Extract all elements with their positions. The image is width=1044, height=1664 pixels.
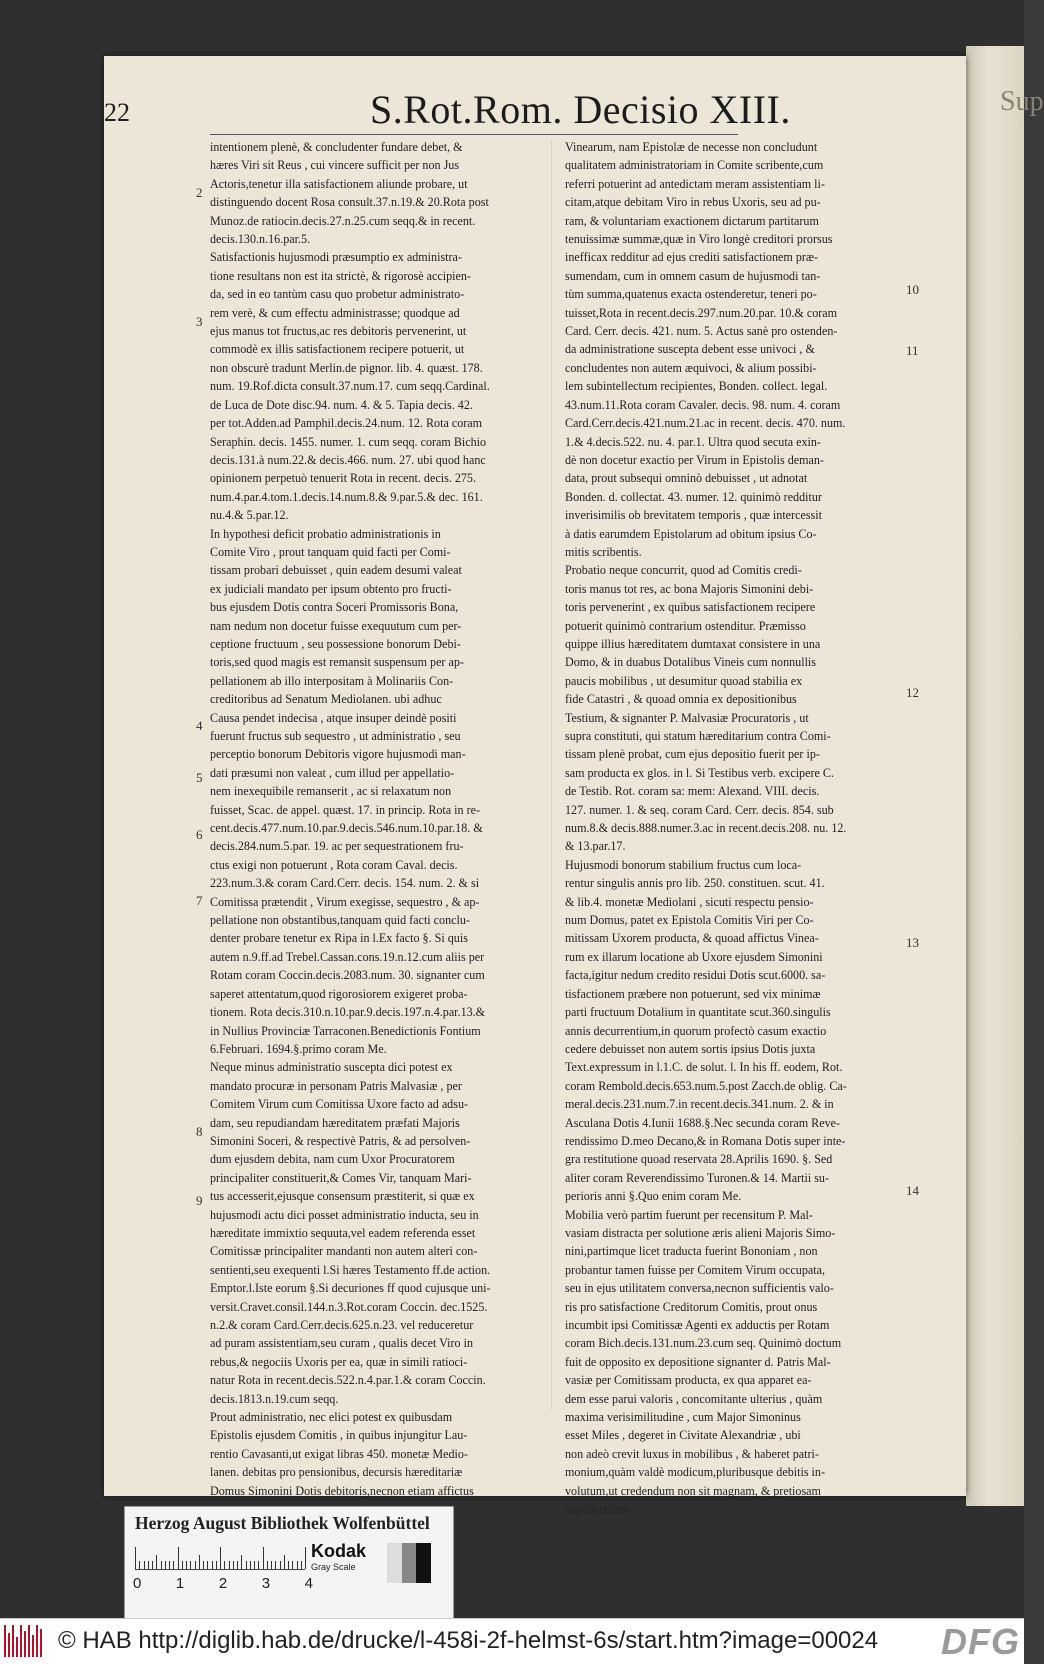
ruler-tick	[156, 1555, 157, 1569]
dfg-logo: DFG	[941, 1621, 1020, 1662]
left-column-text: intentionem plenè, & concludenter fundare debet, & hæres Viri sit Reus , cui vincere sufficit per non Jus Actoris,tenetur illa satisfactionem aliunde probare, ut distinguendo docent Rosa consult.37.n.19.& 20.Rota post Munoz.de ratiocin.decis.27.n.25.cum seqq.& in recent. decis.130.n.16.par.5. Satisfactionis hujusmodi præsumptio ex administra- tione resultans non est ita strictè, & rigorosè accipien- da, sed in eo tantùm casu quo probetur administrato- rem verè, & cum effectu administrasse; quodque ad ejus manus tot fructus,ac res debitoris pervenerint, ut commodè ex illis satisfactionem recipere potuerit, ut non obscurè tradunt Merlin.de pignor. lib. 4. quæst. 178. num. 19.Rof.dicta consult.37.num.17. cum seqq.Cardinal. de Luca de Dote disc.94. num. 4. & 5. Tapia decis. 42. per tot.Adden.ad Pamphil.decis.24.num. 12. Rota coram Seraphin. decis. 1455. numer. 1. cum seqq. coram Bichio decis.131.à num.22.& decis.466. num. 27. ubi quod hanc opinionem perpetuò tenuerit Rota in recent. decis. 275. num.4.par.4.tom.1.decis.14.num.8.& 9.par.5.& dec. 161. nu.4.& 5.par.12. In hypothesi deficit probatio administrationis in Comite Viro , prout tanquam quid facti per Comi- tissam probari debuisset , quin eadem desumi valeat ex judiciali mandato per ipsum obtento pro fructi- bus ejusdem Dotis contra Soceri Promissoris Bona, nam nedum non docetur fuisse exequutum cum per- ceptione fructuum , seu possessione bonorum Debi- toris,sed quod magis est remansit suspensum per ap- pellationem ab illo interpositam à Molinariis Con- creditoribus ad Senatum Mediolanen. ubi adhuc Causa pendet indecisa , atque insuper deindè positi fuerunt fructus sub sequestro , ut administratio , seu perceptio bonorum Debitoris vigore hujusmodi man- dati præsumi non valeat , cum illud per appellatio- nem inexequibile remanserit , ac si relaxatum non fuisset, Scac. de appel. quæst. 17. in princip. Rota in re- cent.decis.477.num.10.par.9.decis.546.num.10.par.18. & decis.284.num.5.par. 19. ac per sequestrationem fru- ctus exigi non potuerunt , Rota coram Caval. decis. 223.num.3.& coram Card.Cerr. decis. 154. num. 2. & si Comitissa prætendit , Virum exegisse, sequestro , & ap- pellatione non obstantibus,tanquam quid facti conclu- denter probare tenetur ex Ripa in l.Ex facto §. Si quis autem n.9.ff.ad Trebel.Cassan.cons.19.n.12.cum aliis per Rotam coram Coccin.decis.2083.num. 30. signanter cum saperet attentatum,quod rigorosiorem exigeret proba- tionem. Rota decis.310.n.10.par.9.decis.197.n.4.par.13.& in Nullius Provinciæ Tarraconen.Benedictionis Fontium 6.Februari. 1694.§.primo coram Me. Neque minus administratio suscepta dici potest ex mandato procuræ in personam Patris Malvasiæ , per Comitem Virum cum Comitissa Uxore facto ad adsu- dam, seu repudiandam hæreditatem præfati Majoris Simonini Soceri, & respectivè Patris, & ad persolven- dum ejusdem debita, nam cum Uxor Procuratorem principaliter constituerit,& Comes Vir, tanquam Mari- tus accesserit,ejusque consensum præstiterit, si quæ ex hujusmodi actu dici posset administratio inducta, seu in hæreditate immixtio sequuta,vel eadem referenda esset Comitissæ principaliter mandanti non autem alteri con- sentienti,seu exequenti l.Si hæres Testamento ff.de action. Emptor.l.Iste eorum §.Si decuriones ff quod cujusque uni- versit.Cravet.consil.144.n.3.Rot.coram Coccin. dec.1525. n.2.& coram Card.Cerr.decis.625.n.23. vel reduceretur ad puram assistentiam,seu curam , qualis decet Viro in rebus,& negociis Uxoris per ea, quæ in simili ratioci- natur Rota in recent.decis.522.n.4.par.1.& coram Coccin. decis.1813.n.19.cum seqq. Prout administratio, nec elici potest ex quibusdam Epistolis ejusdem Comitis , in quibus injungitur Lau- rentio Cavasanti,ut exigat libras 450. monetæ Medio- lanen. debitas pro pensionibus, decursis hæreditariæ Domus Simonini Dotis debitoris,necnon etiam affictus	[210, 140, 491, 1498]
ruler-tick	[144, 1561, 145, 1569]
hab-logo-icon	[4, 1625, 44, 1657]
margin-note-number: 9	[196, 1193, 203, 1208]
ruler-tick	[216, 1561, 217, 1569]
column-divider	[551, 140, 552, 1410]
header-rule	[210, 134, 738, 135]
ruler-tick	[148, 1561, 149, 1569]
ruler-tick	[203, 1561, 204, 1569]
facing-page-fragment: Sup	[1000, 86, 1044, 117]
kodak-brand: Kodak	[311, 1541, 367, 1561]
ruler-tick	[280, 1561, 281, 1569]
ruler-tick	[292, 1561, 293, 1569]
ruler-tick	[250, 1561, 251, 1569]
page-number: 22	[104, 98, 130, 127]
ruler-tick	[152, 1561, 153, 1569]
margin-note-number: 8	[196, 1124, 203, 1139]
ruler-tick	[301, 1561, 302, 1569]
ruler-tick	[195, 1561, 196, 1569]
color-reference-card	[124, 1506, 454, 1620]
margin-note-number: 11	[906, 343, 919, 358]
ruler-tick	[233, 1561, 234, 1569]
ruler-tick	[190, 1561, 191, 1569]
ruler-tick	[139, 1561, 140, 1569]
ruler-tick	[135, 1547, 136, 1569]
ruler-tick	[288, 1561, 289, 1569]
gray-scale-patch	[387, 1543, 431, 1583]
right-column-text: Vinearum, nam Epistolæ de necesse non concludunt qualitatem administratoriam in Comite scribente,cum referri potuerint ad antedictam meram assistentiam li- citam,atque debitam Viro in rebus Uxoris, seu ad pu- ram, & voluntariam exactionem dictarum partitarum tenuissimæ summæ,quæ in Viro longè creditori prorsus inefficax redditur ad ejus crediti satisfactionem præ- sumendam, cum in omnem casum de hujusmodi tan- tùm summa,quatenus exacta ostenderetur, teneri po- tuisset,Rota in recent.decis.297.num.20.par. 10.& coram Card. Cerr. decis. 421. num. 5. Actus sanè pro ostenden- da administratione suscepta debent esse univoci , & concludentes non autem æquivoci, & alium possibi- lem subintellectum recipientes, Bonden. collect. legal. 43.num.11.Rota coram Cavaler. decis. 98. num. 4. coram Card.Cerr.decis.421.num.21.ac in recent. decis. 470. num. 1.& 4.decis.522. nu. 4. par.1. Ultra quod secuta exin- dè non docetur exactio per Virum in Epistolis deman- data, prout subsequi omninò debuisset , ut adnotat Bonden. d. collectat. 43. numer. 12. quinimò redditur inverisimilis ob brevitatem temporis , quæ intercessit à datis earumdem Epistolarum ad obitum ipsius Co- mitis scribentis. Probatio neque concurrit, quod ad Comitis credi- toris manus tot res, ac bona Majoris Simonini debi- toris pervenerint , ex quibus satisfactionem recipere potuerit quinimò contrarium ostenditur. Præmisso quippe illius hæreditatem dumtaxat consistere in una Domo, & in duabus Dotalibus Vineis cum nonnullis paucis mobilibus , ut desumitur quoad stabilia ex fide Catastri , & quoad omnia ex depositionibus Testium, & signanter P. Malvasiæ Procuratoris , ut supra constituti, qui statum hæreditarium contra Comi- tissam plenè probat, cum ejus depositio fuerit per ip- sam producta ex glos. in l. Si Testibus verb. excipere C. de Testib. Rot. coram sa: mem: Alexand. VIII. decis. 127. numer. 1. & seq. coram Card. Cerr. decis. 854. sub num.8.& decis.888.numer.3.ac in recent.decis.208. nu. 12. & 13.par.17. Hujusmodi bonorum stabilium fructus cum loca- rentur singulis annis pro lib. 250. constituen. scut. 41. & lib.4. monetæ Mediolani , sicuti respectu pensio- num Domus, patet ex Epistola Comitis Viri per Co- mitissam Uxorem producta, & quoad affictus Vinea- rum ex illarum locatione ab Uxore ejusdem Simonini facta,igitur nedum credito residui Dotis scut.6000. sa- tisfactionem præbere non potuerunt, sed vix minimæ parti fructuum Dotalium in quantitate scut.360.singulis annis decurrentium,in quorum profectò casum exactio cedere debuisset non autem sortis ipsius Dotis juxta Text.expressum in l.1.C. de solut. l. In his ff. eodem, Rot. coram Rembold.decis.653.num.5.post Zacch.de oblig. Ca- meral.decis.231.num.7.in recent.decis.341.num. 2. & in Asculana Dotis 4.Iunii 1688.§.Nec secunda coram Reve- rendissimo D.meo Decano,& in Romana Dotis super inte- gra restitutione quoad reservata 28.Aprilis 1690. §. Sed aliter coram Reverendissimo Turonen.& 14. Martii su- perioris anni §.Quo enim coram Me. Mobilia verò partim fuerunt per recensitum P. Mal- vasiam distracta per solutione æris alieni Majoris Simo- nini,partimque licet traducta fuerint Bononiam , non probantur tamen fuisse per Comitem Virum occupata, seu in ejus utilitatem conversa,necnon sufficientis valo- ris pro satisfactione Creditorum Comitis, prout onus incumbit ipsi Comitissæ Agenti ex adductis per Rotam coram Bich.decis.131.num.23.cum seq. Quinimò doctum fuit de opposito ex depositione signanter d. Patris Mal- vasiæ per Comitissam producta, ex qua apparet ea- dem esse parui valoris , concomitante ulterius , quàm maxima verisimilitudine , cum Major Simoninus esset Miles , degeret in Civitate Alexandriæ , ubi non adeò crevit luxus in mobilibus , & haberet patri- monium,quàm valdè modicum,pluribusque debitis in- volutum,ut credendum non sit magnam, & pretiosam supellectilem	[565, 140, 847, 1517]
source-url-link[interactable]: © HAB http://diglib.hab.de/drucke/l-458i-2f-helmst-6s/start.htm?image=00024	[58, 1627, 879, 1654]
ruler-tick	[229, 1561, 230, 1569]
ruler-tick	[199, 1555, 200, 1569]
facing-page-edge	[966, 46, 1024, 1506]
ruler-number: 0	[133, 1575, 142, 1592]
ruler-tick	[275, 1561, 276, 1569]
ruler-tick	[224, 1561, 225, 1569]
ruler-tick	[212, 1561, 213, 1569]
ruler-tick	[254, 1561, 255, 1569]
ruler-tick	[169, 1561, 170, 1569]
ruler-tick	[182, 1561, 183, 1569]
margin-note-number: 13	[906, 935, 919, 950]
margin-note-number: 2	[196, 185, 203, 200]
ruler-tick	[263, 1547, 264, 1569]
margin-note-number: 7	[196, 893, 203, 908]
kodak-label	[311, 1541, 366, 1572]
ruler-tick	[165, 1561, 166, 1569]
ruler-tick	[186, 1561, 187, 1569]
margin-note-number: 5	[196, 770, 203, 785]
ruler-tick	[161, 1561, 162, 1569]
running-title: S.Rot.Rom. Decisio XIII.	[370, 87, 791, 132]
ruler-tick	[297, 1561, 298, 1569]
kodak-subtitle: Gray Scale	[311, 1562, 356, 1572]
viewer-footer	[0, 1618, 1024, 1664]
ruler-tick	[246, 1561, 247, 1569]
ruler-tick	[305, 1547, 306, 1569]
ruler-tick	[178, 1547, 179, 1569]
ruler-tick	[237, 1561, 238, 1569]
ruler-tick	[267, 1561, 268, 1569]
margin-note-number: 14	[906, 1183, 919, 1198]
ruler-tick	[173, 1561, 174, 1569]
ruler-number: 1	[175, 1575, 185, 1592]
ruler-number: 4	[304, 1575, 313, 1592]
scale-ruler	[135, 1539, 305, 1570]
margin-note-number: 12	[906, 685, 919, 700]
margin-note-number: 4	[196, 718, 203, 733]
ruler-tick	[284, 1555, 285, 1569]
ruler-tick	[220, 1547, 221, 1569]
ruler-tick	[241, 1555, 242, 1569]
margin-note-number: 6	[196, 827, 203, 842]
library-name: Herzog August Bibliothek Wolfenbüttel	[135, 1513, 430, 1533]
margin-note-number: 10	[906, 282, 919, 297]
ruler-tick	[258, 1561, 259, 1569]
ruler-number: 2	[218, 1575, 228, 1592]
ruler-tick	[207, 1561, 208, 1569]
ruler-tick	[271, 1561, 272, 1569]
ruler-numbers	[133, 1575, 313, 1592]
margin-note-number: 3	[196, 314, 203, 329]
ruler-number: 3	[261, 1575, 271, 1592]
